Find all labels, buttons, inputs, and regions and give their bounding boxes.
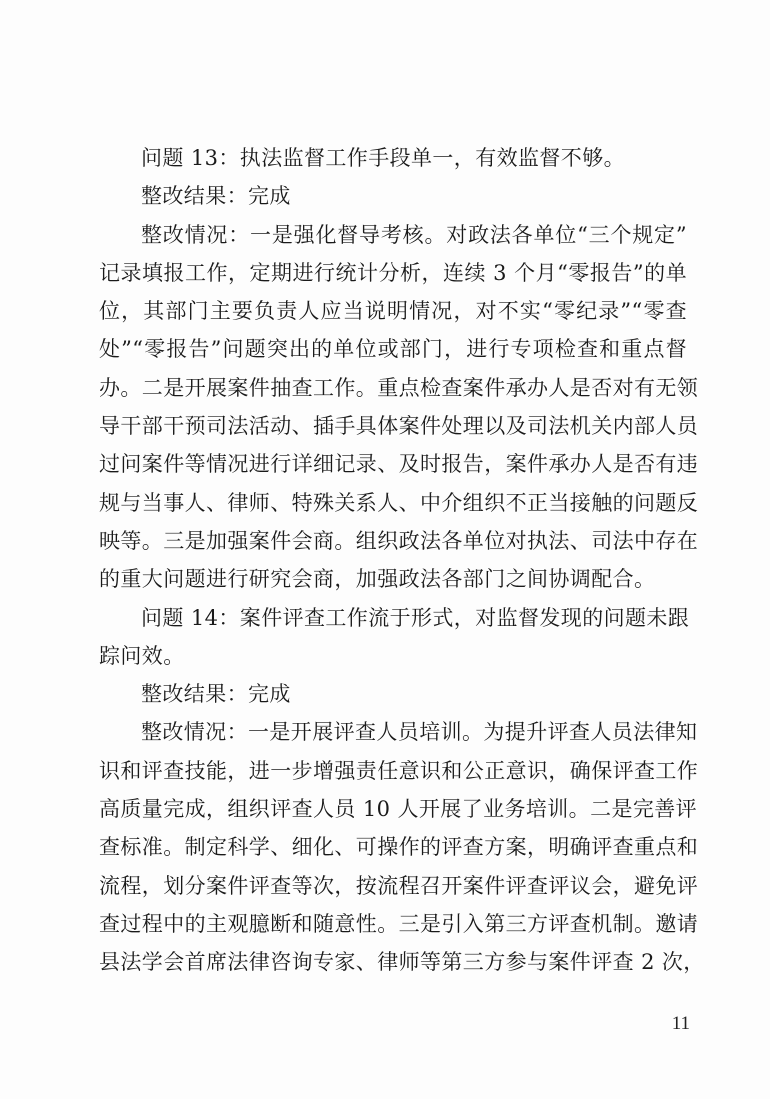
text-line: 整改情况：一是强化督导考核。对政法各单位“三个规定” [141,222,687,247]
text-line: 整改结果：完成 [141,682,291,707]
text-line: 记录填报工作，定期进行统计分析，连续 3 个月“零报告”的单 [99,260,687,285]
text-line: 整改结果：完成 [141,184,291,209]
text-line: 高质量完成，组织评查人员 10 人开展了业务培训。二是完善评 [99,797,698,822]
text-line: 办。二是开展案件抽查工作。重点检查案件承办人是否对有无领 [99,375,699,400]
text-line: 问题 13：执法监督工作手段单一，有效监督不够。 [141,146,625,170]
text-line: 过问案件等情况进行详细记录、及时报告，案件承办人是否有违 [99,452,699,477]
text-line: 的重大问题进行研究会商，加强政法各部门之间协调配合。 [99,567,656,592]
text-line: 县法学会首席法律咨询专家、律师等第三方参与案件评查 2 次， [99,950,705,975]
status-14-paragraph [99,713,705,981]
text-line: 流程，划分案件评查等次，按流程召开案件评查评议会，避免评 [99,873,699,898]
page-number: 11 [671,1013,690,1034]
text-line: 问题 14：案件评查工作流于形式，对监督发现的问题未跟 [141,605,690,630]
result-14-paragraph [99,675,687,713]
text-line: 位，其部门主要负责人应当说明情况，对不实“零纪录”“零查 [99,299,687,324]
status-13-paragraph [99,216,699,599]
result-13-paragraph [99,177,687,215]
text-line: 规与当事人、律师、特殊关系人、中介组织不正当接触的问题反 [99,490,699,515]
text-line: 查标准。制定科学、细化、可操作的评查方案，明确评查重点和 [99,835,699,860]
text-line: 映等。三是加强案件会商。组织政法各单位对执法、司法中存在 [99,528,699,553]
text-line: 踪问效。 [99,643,185,668]
text-line: 导干部干预司法活动、插手具体案件处理以及司法机关内部人员 [99,414,699,439]
issue-14-paragraph [99,599,690,676]
text-line: 查过程中的主观臆断和随意性。三是引入第三方评查机制。邀请 [99,911,699,936]
document-body [99,139,705,982]
text-line: 处”“零报告”问题突出的单位或部门，进行专项检查和重点督 [99,337,687,362]
text-line: 整改情况：一是开展评查人员培训。为提升评查人员法律知 [141,720,698,745]
issue-13-paragraph [99,139,687,177]
text-line: 识和评查技能，进一步增强责任意识和公正意识，确保评查工作 [99,758,699,783]
